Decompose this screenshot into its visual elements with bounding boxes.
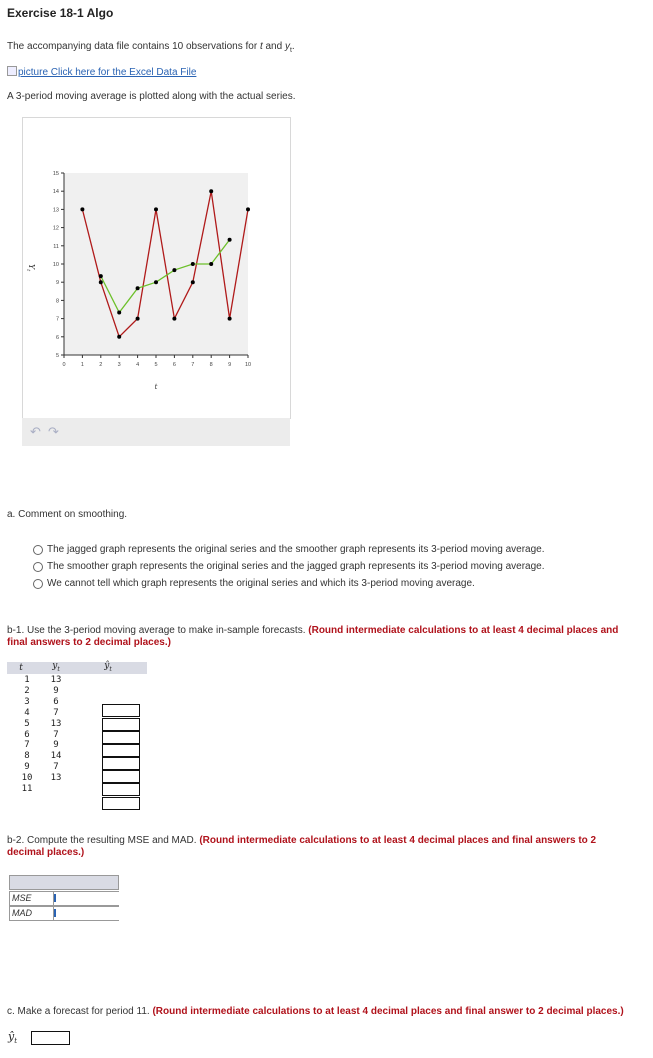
data-point (99, 274, 103, 278)
radio-button[interactable] (33, 545, 43, 555)
part-b1-instruction: (Round intermediate calculations to at least 4 decimal places and final answers to 2 decimal places.) (7, 625, 619, 648)
x-tick-label: 1 (80, 362, 84, 368)
table-cell-y: 7 (53, 762, 59, 773)
part-c-instruction: (Round intermediate calculations to at least 4 decimal places and final answer to 2 decimal places.) (152, 1006, 624, 1017)
table-cell-y: 7 (53, 729, 59, 740)
forecast-input[interactable] (102, 770, 140, 783)
x-tick-label: 7 (191, 362, 195, 368)
forecast-input[interactable] (102, 757, 140, 770)
y-tick-label: 9 (55, 280, 59, 287)
y-axis-label-sub: t (25, 269, 31, 272)
option-cannot-tell[interactable] (33, 578, 475, 589)
redo-icon[interactable]: ↷ (48, 424, 59, 439)
table-cell-y: 9 (53, 740, 59, 751)
y-tick-label: 13 (52, 207, 59, 214)
intro-end: . (291, 41, 295, 52)
header-yhat-sub: t (109, 665, 112, 673)
data-point (191, 280, 195, 284)
intro-text: The accompanying data file contains 10 observations for (7, 41, 260, 52)
forecast-input[interactable] (102, 744, 140, 757)
part-b2-instruction: (Round intermediate calculations to at least 4 decimal places and final answers to 2 decimal places.) (7, 835, 597, 858)
undo-icon[interactable]: ↶ (30, 424, 41, 439)
part-c-text: c. Make a forecast for period 11. (7, 1006, 153, 1017)
data-point (228, 317, 232, 321)
forecast-label (8, 1030, 17, 1045)
chart-description: A 3-period moving average is plotted along with the actual series. (7, 91, 296, 102)
part-b1-prompt (7, 625, 627, 649)
table-cell-y: 13 (50, 718, 62, 729)
excel-data-link[interactable]: picture Click here for the Excel Data File (18, 67, 197, 78)
y-axis-label: $Y_t$ (25, 264, 36, 272)
mse-row (9, 891, 119, 906)
excel-link-row[interactable] (7, 66, 196, 78)
table-cell-t: 6 (24, 729, 30, 740)
exercise-title: Exercise 18-1 Algo (7, 6, 114, 20)
y-tick-label: 8 (55, 298, 59, 305)
intro-line (7, 41, 295, 54)
x-tick-label: 4 (136, 362, 140, 368)
data-point (80, 207, 84, 211)
data-point (136, 286, 140, 290)
y-tick-label: 14 (52, 189, 59, 196)
mad-row (9, 906, 119, 921)
broken-image-icon (7, 66, 17, 76)
table-cell-t: 11 (21, 784, 33, 794)
mse-mad-header (9, 875, 119, 890)
header-yhat (96, 661, 120, 673)
data-point (99, 280, 103, 284)
data-point (228, 238, 232, 242)
x-tick-label: 6 (172, 362, 176, 368)
data-point (117, 335, 121, 339)
forecast-input[interactable] (102, 731, 140, 744)
table-cell-t: 1 (24, 675, 30, 685)
table-cell-y: 13 (50, 675, 62, 685)
y-tick-label: 12 (52, 225, 59, 232)
table-cell-y: 14 (50, 751, 62, 762)
y-tick-label: 10 (52, 262, 59, 268)
table-cell-t: 7 (24, 740, 30, 751)
header-y (44, 661, 68, 673)
table-cell-y: 13 (50, 773, 62, 784)
forecast-input[interactable] (102, 704, 140, 717)
table-cell-t: 3 (24, 696, 30, 707)
data-point (209, 189, 213, 193)
x-tick-label: 3 (117, 362, 121, 368)
part-b2-text: b-2. Compute the resulting MSE and MAD. (7, 835, 200, 846)
table-cell-y: 7 (53, 707, 59, 718)
option-smoother-original[interactable] (33, 561, 545, 572)
period-11-forecast-input[interactable] (31, 1031, 70, 1045)
data-point (172, 317, 176, 321)
mad-input[interactable] (53, 907, 119, 920)
data-point (154, 207, 158, 211)
mse-mad-table (9, 875, 119, 921)
radio-button[interactable] (33, 562, 43, 572)
forecast-label-text: ŷ (8, 1030, 15, 1043)
header-t: t (19, 663, 23, 673)
intro-y-sub: t (289, 47, 292, 54)
mad-label: MAD (12, 908, 32, 918)
header-y-sub: t (57, 665, 60, 673)
data-point (136, 317, 140, 321)
table-cell-t: 9 (24, 762, 30, 773)
x-axis-label: t (154, 383, 158, 391)
option-jagged-original[interactable] (33, 544, 545, 555)
x-tick-label: 5 (154, 362, 158, 368)
forecast-input[interactable] (102, 718, 140, 731)
forecast-input[interactable] (102, 797, 140, 810)
mse-input[interactable] (53, 892, 119, 905)
y-tick-label: 6 (55, 334, 59, 341)
data-point (209, 262, 213, 266)
intro-and: and (262, 41, 285, 52)
part-a-prompt: a. Comment on smoothing. (7, 509, 128, 520)
plot-area (64, 173, 248, 355)
x-tick-label: 0 (62, 362, 66, 368)
x-tick-label: 2 (99, 362, 103, 368)
table-cell-t: 4 (24, 707, 30, 718)
table-cell-t: 2 (24, 685, 30, 696)
forecast-label-sub: t (14, 1037, 18, 1046)
intro-t: t (259, 41, 263, 52)
table-cell-y: 9 (53, 685, 59, 696)
y-tick-label: 15 (52, 171, 59, 177)
line-chart (23, 118, 290, 418)
table-cell-t: 8 (24, 751, 30, 762)
data-point (154, 280, 158, 284)
chart-frame (22, 117, 291, 419)
table-cell-t: 5 (24, 718, 30, 729)
option-label: The jagged graph represents the original series and the smoother graph represents its 3-period moving average. (47, 544, 545, 555)
option-label: The smoother graph represents the original series and the jagged graph represents its 3-period moving average. (47, 561, 545, 572)
data-point (117, 311, 121, 315)
table-cell-t: 10 (21, 773, 33, 784)
radio-button[interactable] (33, 579, 43, 589)
y-tick-label: 11 (53, 243, 59, 250)
x-tick-label: 9 (228, 362, 232, 368)
header-yhat-text: ŷ (104, 661, 110, 671)
header-y-text: y (52, 661, 58, 671)
chart-toolbar (22, 418, 290, 446)
part-b2-prompt (7, 835, 627, 859)
y-tick-label: 7 (55, 316, 59, 323)
x-tick-label: 8 (209, 362, 213, 368)
table-cell-y: 6 (53, 696, 59, 707)
option-label: We cannot tell which graph represents the original series and which its 3-period moving average. (47, 578, 475, 589)
data-point (172, 268, 176, 272)
forecast-input[interactable] (102, 783, 140, 796)
intro-y: y (284, 41, 290, 52)
part-b1-text: b-1. Use the 3-period moving average to make in-sample forecasts. (7, 625, 309, 636)
data-point (246, 207, 250, 211)
part-c-prompt (7, 1006, 647, 1017)
x-tick-label: 10 (244, 362, 252, 368)
data-point (191, 262, 195, 266)
mse-label: MSE (12, 893, 32, 903)
y-tick-label: 5 (55, 353, 59, 359)
